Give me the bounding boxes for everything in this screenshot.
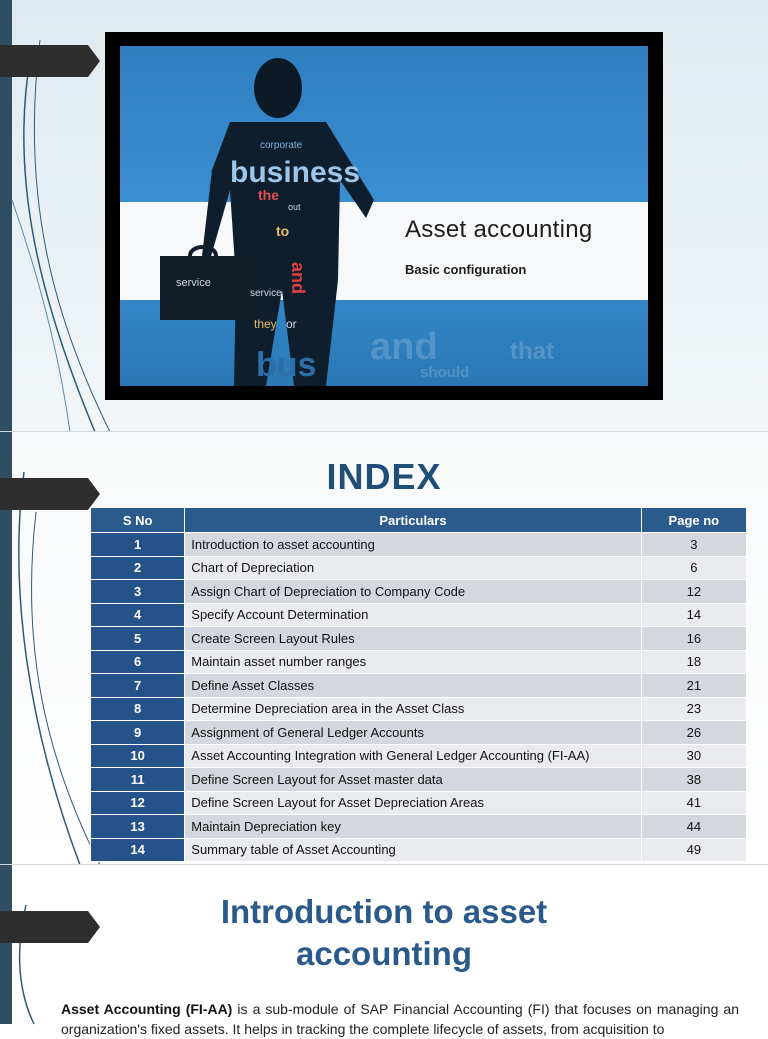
- intro-title-line-2: accounting: [295, 935, 472, 972]
- row-page: 41: [641, 791, 746, 815]
- row-sno: 10: [91, 744, 185, 768]
- row-sno: 9: [91, 721, 185, 745]
- row-particular: Introduction to asset accounting: [185, 533, 641, 557]
- row-sno: 8: [91, 697, 185, 721]
- intro-body-text: is a sub-module of SAP Financial Accounting (FI) that focuses on managing an organization's fixed assets. It helps in tracking the complete lifecycle of assets, from acquisition to: [61, 1001, 739, 1037]
- index-slide: [0, 432, 768, 865]
- row-page: 30: [641, 744, 746, 768]
- intro-paragraph: [61, 999, 739, 1039]
- table-row: [91, 533, 747, 557]
- table-row: [91, 721, 747, 745]
- table-row: [91, 674, 747, 698]
- intro-title-line-1: Introduction to asset: [220, 893, 548, 930]
- table-row: [91, 603, 747, 627]
- row-page: 21: [641, 674, 746, 698]
- row-particular: Maintain asset number ranges: [185, 650, 641, 674]
- table-row: [91, 556, 747, 580]
- word-cloud-to: to: [276, 223, 290, 239]
- row-page: 23: [641, 697, 746, 721]
- title-slide: [0, 0, 768, 432]
- row-particular: Summary table of Asset Accounting: [185, 838, 641, 862]
- row-particular: Create Screen Layout Rules: [185, 627, 641, 651]
- word-cloud-service-briefcase: service: [176, 277, 211, 289]
- word-cloud-that: that: [510, 338, 554, 365]
- intro-title: [0, 891, 768, 975]
- word-cloud-service: service: [250, 288, 282, 299]
- row-page: 38: [641, 768, 746, 792]
- row-sno: 3: [91, 580, 185, 604]
- word-cloud-the: the: [258, 187, 279, 203]
- word-cloud-should: should: [420, 364, 470, 381]
- row-sno: 5: [91, 627, 185, 651]
- row-particular: Maintain Depreciation key: [185, 815, 641, 839]
- row-page: 16: [641, 627, 746, 651]
- header-page-no: Page no: [641, 508, 746, 533]
- row-particular: Chart of Depreciation: [185, 556, 641, 580]
- word-cloud-and-vertical: and: [288, 262, 308, 295]
- row-particular: Asset Accounting Integration with General Ledger Accounting (FI-AA): [185, 744, 641, 768]
- introduction-slide: [0, 865, 768, 1037]
- hero-title: Asset accounting: [405, 216, 593, 243]
- table-row: [91, 838, 747, 862]
- row-sno: 11: [91, 768, 185, 792]
- row-page: 18: [641, 650, 746, 674]
- table-row: [91, 650, 747, 674]
- hero-image-frame: [105, 32, 663, 400]
- table-row: [91, 580, 747, 604]
- word-cloud-and: and: [370, 326, 438, 368]
- row-page: 14: [641, 603, 746, 627]
- hero-subtitle: Basic configuration: [405, 262, 527, 277]
- row-particular: Determine Depreciation area in the Asset Class: [185, 697, 641, 721]
- row-sno: 13: [91, 815, 185, 839]
- businessman-silhouette-image: [160, 50, 390, 386]
- word-cloud-or: or: [286, 317, 297, 331]
- row-sno: 12: [91, 791, 185, 815]
- row-sno: 14: [91, 838, 185, 862]
- table-row: [91, 627, 747, 651]
- row-page: 49: [641, 838, 746, 862]
- index-table-header: [91, 508, 747, 533]
- row-sno: 6: [91, 650, 185, 674]
- word-cloud-out: out: [288, 202, 301, 212]
- row-sno: 2: [91, 556, 185, 580]
- header-particulars: Particulars: [185, 508, 641, 533]
- hero-image: [120, 46, 648, 386]
- row-page: 12: [641, 580, 746, 604]
- word-cloud-business: business: [230, 156, 361, 189]
- row-particular: Assignment of General Ledger Accounts: [185, 721, 641, 745]
- row-particular: Define Screen Layout for Asset master data: [185, 768, 641, 792]
- row-particular: Define Asset Classes: [185, 674, 641, 698]
- table-row: [91, 744, 747, 768]
- row-page: 6: [641, 556, 746, 580]
- row-particular: Specify Account Determination: [185, 603, 641, 627]
- table-row: [91, 768, 747, 792]
- row-particular: Define Screen Layout for Asset Depreciation Areas: [185, 791, 641, 815]
- row-page: 44: [641, 815, 746, 839]
- word-cloud-bus: bus: [256, 346, 317, 384]
- word-cloud-they: they: [254, 317, 277, 331]
- row-sno: 7: [91, 674, 185, 698]
- row-sno: 1: [91, 533, 185, 557]
- intro-bold-lead: Asset Accounting (FI-AA): [61, 1001, 233, 1017]
- table-row: [91, 791, 747, 815]
- row-sno: 4: [91, 603, 185, 627]
- index-table: [90, 507, 747, 862]
- index-title: INDEX: [326, 456, 442, 497]
- row-page: 3: [641, 533, 746, 557]
- slide-arrow-marker: [0, 45, 100, 77]
- row-page: 26: [641, 721, 746, 745]
- word-cloud-corporate: corporate: [260, 140, 303, 151]
- table-row: [91, 815, 747, 839]
- row-particular: Assign Chart of Depreciation to Company Code: [185, 580, 641, 604]
- table-row: [91, 697, 747, 721]
- header-sno: S No: [91, 508, 185, 533]
